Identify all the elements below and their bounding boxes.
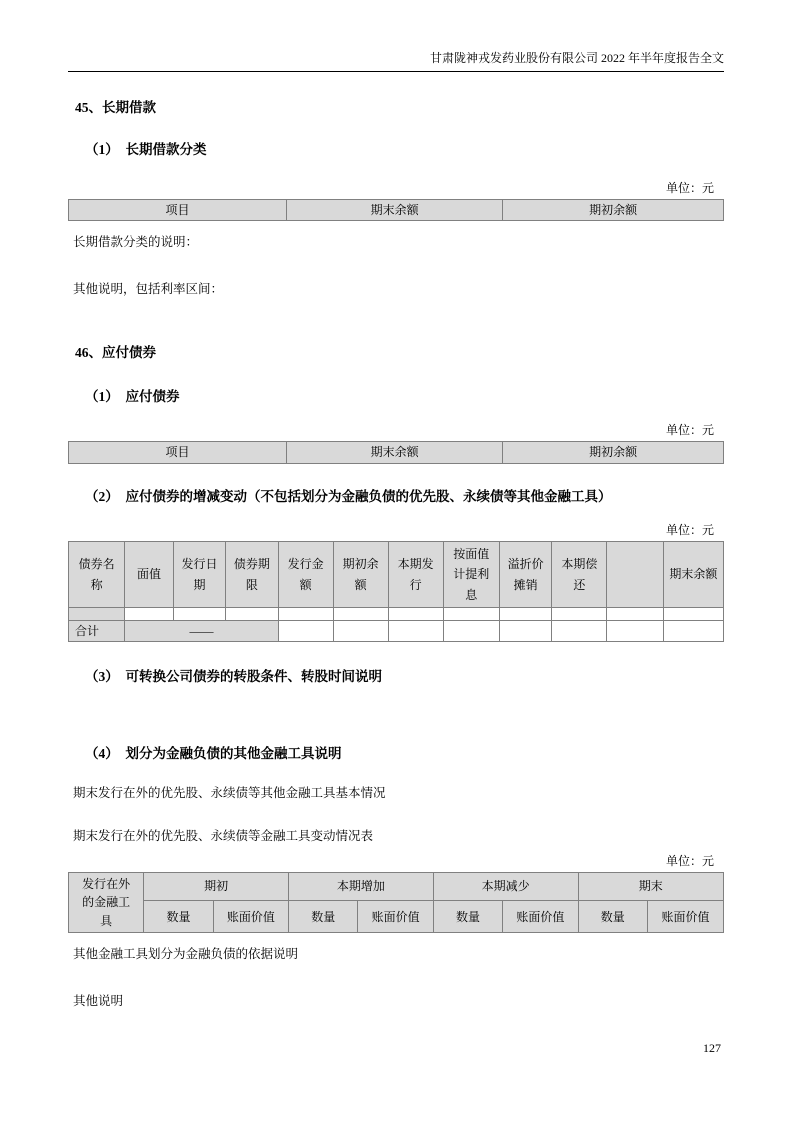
- empty-cell: [499, 608, 551, 621]
- group-header-beginning: 期初: [144, 872, 289, 900]
- section-46-sub4-title: （4） 划分为金融负债的其他金融工具说明: [85, 745, 342, 761]
- instruments-basic-note: 期末发行在外的优先股、永续债等其他金融工具基本情况: [73, 785, 386, 800]
- bonds-payable-table: [68, 441, 724, 463]
- group-header-ending: 期末: [578, 872, 723, 900]
- page-header: [68, 0, 724, 72]
- column-header-premium-discount-amortization: 溢折价摊销: [499, 541, 551, 607]
- column-header-beginning-balance: 期初余额: [503, 199, 724, 220]
- document-header-title: 甘肃陇神戎发药业股份有限公司 2022 年半年度报告全文: [429, 51, 724, 65]
- column-header-current-repayment: 本期偿还: [552, 541, 607, 607]
- empty-cell: [333, 621, 388, 642]
- page-number: 127: [703, 1040, 721, 1055]
- loan-classification-note: 长期借款分类的说明：: [73, 235, 199, 249]
- section-46-sub3-title: （3） 可转换公司债券的转股条件、转股时间说明: [85, 669, 382, 685]
- empty-cell: [607, 621, 663, 642]
- table-header-row: [69, 541, 724, 607]
- empty-cell: [443, 608, 499, 621]
- empty-cell: [443, 621, 499, 642]
- financial-instruments-table: [68, 872, 724, 934]
- subheader-carrying-value: 账面价值: [213, 900, 288, 933]
- column-header-current-issue: 本期发行: [388, 541, 443, 607]
- table-header-row: [69, 199, 724, 220]
- total-label-cell: 合计: [69, 621, 125, 642]
- unit-label: 单位：元: [665, 180, 714, 195]
- column-header-bond-name: 债券名称: [69, 541, 125, 607]
- column-header-issue-amount: 发行金额: [278, 541, 333, 607]
- empty-cell: [388, 621, 443, 642]
- subheader-quantity: 数量: [433, 900, 502, 933]
- unit-label: 单位：元: [665, 423, 714, 438]
- column-header-face-value: 面值: [125, 541, 173, 607]
- section-46-sub1-title: （1） 应付债券: [85, 388, 180, 404]
- empty-cell: [552, 621, 607, 642]
- column-header-ending-balance: 期末余额: [287, 442, 503, 463]
- table-header-row: [69, 442, 724, 463]
- subheader-quantity: 数量: [144, 900, 213, 933]
- empty-cell: [333, 608, 388, 621]
- subheader-carrying-value: 账面价值: [647, 900, 723, 933]
- total-row: [69, 621, 724, 642]
- unit-label: 单位：元: [665, 522, 714, 537]
- group-header-increase: 本期增加: [289, 872, 434, 900]
- classification-basis-note: 其他金融工具划分为金融负债的依据说明: [73, 947, 299, 962]
- empty-cell: [607, 608, 663, 621]
- subheader-quantity: 数量: [578, 900, 647, 933]
- other-note: 其他说明: [73, 994, 124, 1009]
- column-header-outstanding-instruments: 发行在外的金融工具: [69, 872, 144, 933]
- empty-cell: [552, 608, 607, 621]
- table-row: [69, 608, 724, 621]
- column-header-ending-balance: 期末余额: [287, 199, 503, 220]
- instruments-change-note: 期末发行在外的优先股、永续债等金融工具变动情况表: [73, 828, 374, 843]
- empty-cell: [499, 621, 551, 642]
- empty-cell: [278, 621, 333, 642]
- subheader-quantity: 数量: [289, 900, 358, 933]
- column-header-beginning-balance: 期初余额: [333, 541, 388, 607]
- total-dash-cell: ——: [125, 621, 278, 642]
- empty-cell: [663, 608, 723, 621]
- section-46-sub2-title: （2） 应付债券的增减变动（不包括划分为金融负债的优先股、永续债等其他金融工具）: [85, 488, 612, 504]
- empty-cell: [388, 608, 443, 621]
- unit-label: 单位：元: [665, 853, 714, 868]
- section-45-title: 45、长期借款: [75, 100, 156, 116]
- table-header-row: [69, 872, 724, 900]
- column-header-issue-date: 发行日期: [173, 541, 225, 607]
- empty-cell: [125, 608, 173, 621]
- bond-change-table: [68, 541, 724, 642]
- row-label-cell: [69, 608, 125, 621]
- table-subheader-row: [69, 900, 724, 933]
- group-header-decrease: 本期减少: [433, 872, 578, 900]
- section-45-sub1-title: （1） 长期借款分类: [85, 142, 207, 158]
- loan-other-note: 其他说明，包括利率区间：: [73, 281, 224, 296]
- empty-cell: [278, 608, 333, 621]
- column-header-ending-balance: 期末余额: [663, 541, 723, 607]
- subheader-carrying-value: 账面价值: [503, 900, 578, 933]
- column-header-beginning-balance: 期初余额: [503, 442, 724, 463]
- column-header-item: 项目: [69, 199, 287, 220]
- column-header-bond-term: 债券期限: [226, 541, 278, 607]
- section-46-title: 46、应付债券: [75, 344, 156, 360]
- column-header-blank: [607, 541, 663, 607]
- empty-cell: [663, 621, 723, 642]
- column-header-item: 项目: [69, 442, 287, 463]
- subheader-carrying-value: 账面价值: [358, 900, 433, 933]
- long-term-loan-classification-table: [68, 199, 724, 221]
- column-header-interest-at-face-value: 按面值计提利息: [443, 541, 499, 607]
- empty-cell: [226, 608, 278, 621]
- empty-cell: [173, 608, 225, 621]
